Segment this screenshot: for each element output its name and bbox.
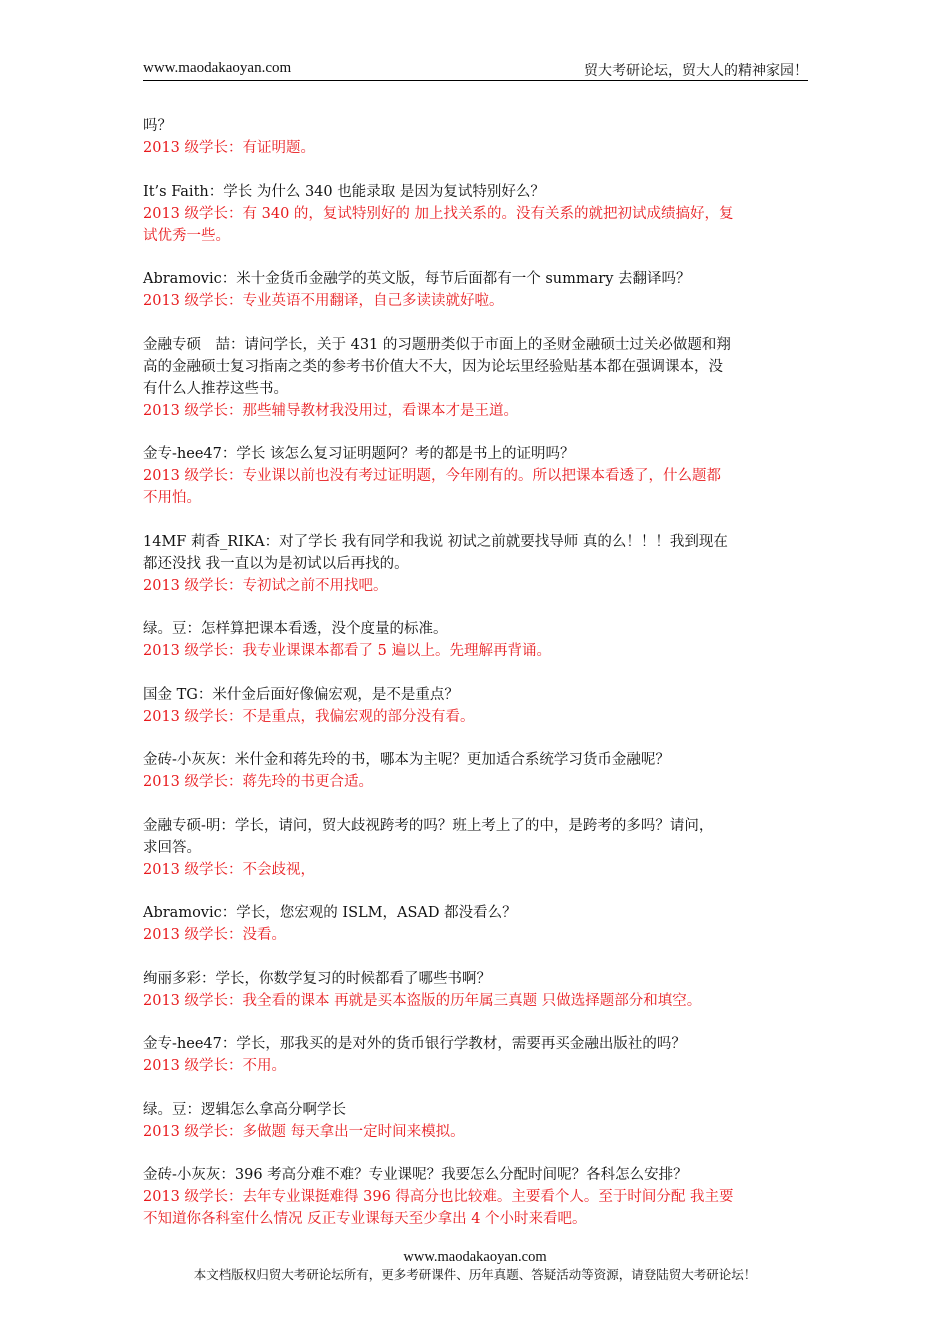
entry-spacer [143,597,809,619]
header-site-url: www.maodakaoyan.com [143,60,292,76]
answer-line: 不用怕。 [143,490,201,506]
entry-spacer [143,247,809,269]
answer-line: 2013 级学长：专初试之前不用找吧。 [143,577,388,594]
qa-entry [143,443,809,509]
answer-line: 2013 级学长：没看。 [143,927,287,943]
question-line: 金专-hee47：学长，那我买的是对外的货币银行学教材，需要再买金融出版社的吗？ [143,1036,686,1052]
qa-entry [143,902,809,946]
entry-spacer [143,793,809,815]
qa-entry [143,1033,809,1077]
question-line: 都还没找 我一直以为是初试以后再找的。 [143,555,409,572]
question-line: Abramovic：米十金货币金融学的英文版，每节后面都有一个 summary 去翻译吗？ [143,271,691,287]
qa-entry [143,334,809,422]
qa-entry [143,268,809,312]
answer-line: 2013 级学长：不会歧视， [143,861,316,878]
answer-line: 2013 级学长：我全看的课本 再就是买本盗版的历年属三真题 只做选择题部分和填空。 [143,992,702,1009]
question-line: 金专-hee47：学长 该怎么复习证明题阿？考的都是书上的证明吗？ [143,446,575,462]
entry-spacer [143,1012,809,1034]
entry-spacer [143,881,809,903]
question-line: 有什么人推荐这些书。 [143,380,288,397]
entry-spacer [143,509,809,531]
page-footer [0,1248,950,1284]
answer-line: 2013 级学长：有 340 的，复试特别好的 加上找关系的。没有关系的就把初试成绩搞好，复 [143,205,734,222]
answer-line: 2013 级学长：有证明题。 [143,140,316,156]
entry-spacer [143,422,809,444]
question-line: 金融专硕-明：学长，请问，贸大歧视跨考的吗？班上考上了的中，是跨考的多吗？请问， [143,817,714,834]
question-line: 14MF 莉香_RIKA：对了学长 我有同学和我说 初试之前就要找导师 真的么！！！我到现在 [143,533,728,550]
footer-copyright-note: 本文档版权归贸大考研论坛所有，更多考研课件、历年真题、答疑活动等资源，请登陆贸大考研论坛！ [193,1267,757,1282]
answer-line: 2013 级学长：不是重点，我偏宏观的部分没有看。 [143,708,475,725]
page-header [143,58,808,81]
qa-entry [143,968,809,1012]
answer-line: 2013 级学长：多做题 每天拿出一定时间来模拟。 [143,1123,465,1140]
answer-line: 2013 级学长：不用。 [143,1058,287,1074]
header-slogan: 贸大考研论坛，贸大人的精神家园！ [584,63,808,79]
question-line: 吗？ [143,118,172,134]
question-line: 金砖-小灰灰：396 考高分难不难？专业课呢？我要怎么分配时间呢？各科怎么安排？ [143,1167,688,1183]
qa-list [143,115,809,1230]
qa-entry [143,749,809,793]
answer-line: 2013 级学长：蒋先玲的书更合适。 [143,774,374,790]
footer-url: www.maodakaoyan.com [403,1249,547,1265]
question-line: 绚丽多彩：学长，你数学复习的时候都看了哪些书啊？ [143,970,491,987]
answer-line: 不知道你各科室什么情况 反正专业课每天至少拿出 4 个小时来看吧。 [143,1211,587,1227]
qa-entry [143,115,809,159]
qa-entry [143,1164,809,1230]
answer-line: 2013 级学长：专业英语不用翻译，自己多读读就好啦。 [143,293,504,309]
entry-spacer [143,312,809,334]
entry-spacer [143,662,809,684]
qa-entry [143,531,809,597]
answer-line: 2013 级学长：去年专业课挺难得 396 得高分也比较难。主要看个人。至于时间分配 我主要 [143,1189,734,1205]
question-line: It’s Faith：学长 为什么 340 也能录取 是因为复试特别好么？ [143,183,545,200]
answer-line: 2013 级学长：那些辅导教材我没用过，看课本才是王道。 [143,402,519,419]
entry-spacer [143,1077,809,1099]
question-line: 绿。豆：逻辑怎么拿高分啊学长 [143,1101,346,1118]
entry-spacer [143,946,809,968]
entry-spacer [143,1143,809,1165]
answer-line: 2013 级学长：专业课以前也没有考过证明题，今年刚有的。所以把课本看透了，什么题都 [143,468,722,484]
qa-entry [143,618,809,662]
qa-entry [143,684,809,728]
question-line: 国金 TG：米什金后面好像偏宏观，是不是重点？ [143,686,459,703]
question-line: 绿。豆：怎样算把课本看透，没个度量的标准。 [143,621,448,637]
entry-spacer [143,159,809,181]
question-line: 金砖-小灰灰：米什金和蒋先玲的书，哪本为主呢？更加适合系统学习货币金融呢？ [143,752,670,768]
question-line: 高的金融硕士复习指南之类的参考书价值大不大，因为论坛里经验贴基本都在强调课本，没 [143,358,723,375]
qa-entry [143,181,809,247]
answer-line: 2013 级学长：我专业课课本都看了 5 遍以上。先理解再背诵。 [143,643,551,659]
qa-entry [143,1099,809,1143]
entry-spacer [143,728,809,750]
answer-line: 试优秀一些。 [143,227,230,244]
question-line: Abramovic：学长，您宏观的 ISLM，ASAD 都没看么？ [143,905,517,921]
question-line: 金融专硕 喆：请问学长，关于 431 的习题册类似于市面上的圣财金融硕士过关必做题和翔 [143,336,731,353]
question-line: 求回答。 [143,839,201,856]
qa-entry [143,815,809,881]
